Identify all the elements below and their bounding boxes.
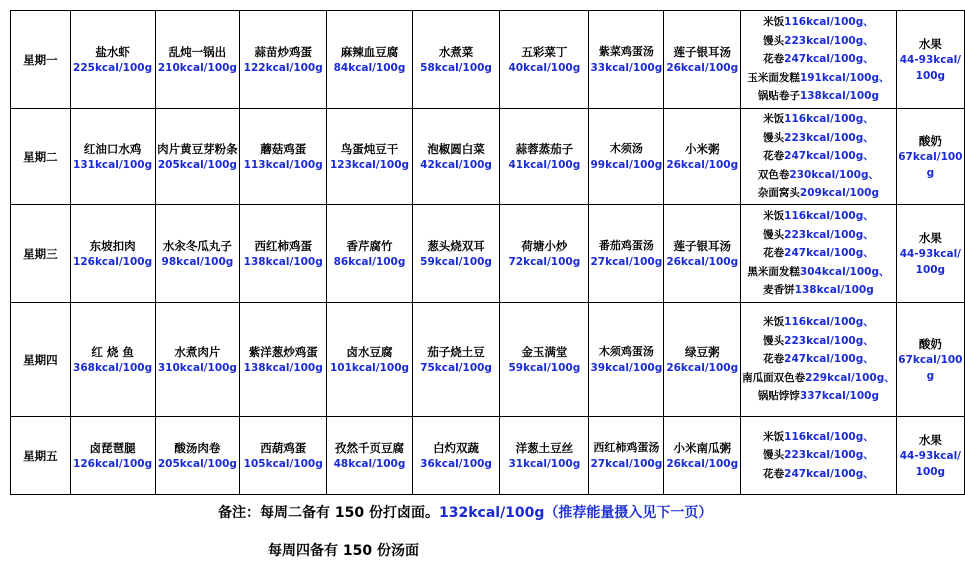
- dish-name: 泡椒圆白菜: [427, 141, 485, 156]
- day-row: [11, 417, 965, 495]
- dish-kcal: 138kcal/100g: [243, 255, 323, 268]
- staple-item: [742, 13, 895, 32]
- dish-cell: [70, 417, 155, 495]
- staple-name: 花卷: [763, 467, 785, 480]
- note-line-1: [218, 502, 712, 522]
- dish-name: 荷塘小炒: [521, 238, 568, 253]
- staple-name: 玉米面发糕: [747, 71, 800, 84]
- dish-cell: [664, 109, 741, 205]
- dish-cell: [500, 303, 589, 417]
- staple-name: 米饭: [763, 316, 785, 329]
- dish-kcal: 105kcal/100g: [243, 457, 323, 470]
- dish-kcal: 113kcal/100g: [243, 158, 323, 171]
- day-row: [11, 205, 965, 303]
- dish-name: 莲子银耳汤: [673, 238, 731, 253]
- staple-item: [742, 369, 895, 388]
- staple-kcal: 337kcal/100g: [799, 390, 879, 403]
- extra-cell: [896, 109, 964, 205]
- staple-name: 米饭: [763, 16, 785, 29]
- staple-name: 馒头: [763, 131, 785, 144]
- extra-kcal: 67kcal/100g: [898, 353, 963, 382]
- dish-cell: [412, 109, 499, 205]
- dish-cell: [240, 303, 327, 417]
- dish-name: 蒜蓉蒸茄子: [515, 141, 574, 156]
- day-label: 星期五: [11, 417, 71, 495]
- staple-kcal: 116kcal/100g、: [784, 210, 874, 223]
- staple-item: [742, 50, 895, 69]
- extra-name: 酸奶: [918, 133, 942, 148]
- staple-kcal: 247kcal/100g、: [784, 150, 874, 163]
- dish-cell: [70, 303, 155, 417]
- dish-name: 葱头烧双耳: [427, 238, 485, 253]
- staple-cell: [741, 205, 897, 303]
- staple-item: [742, 110, 895, 129]
- dish-name: 卤水豆腐: [346, 344, 393, 359]
- staple-kcal: 116kcal/100g、: [784, 113, 874, 126]
- dish-name: 水汆冬瓜丸子: [162, 238, 232, 253]
- staple-name: 锅贴卷子: [757, 90, 800, 103]
- dish-kcal: 86kcal/100g: [333, 255, 406, 268]
- dish-name: 白灼双蔬: [433, 440, 480, 455]
- dish-cell: [412, 303, 499, 417]
- dish-cell: [664, 417, 741, 495]
- staple-item: [742, 226, 895, 245]
- staple-item: [742, 32, 895, 51]
- dish-kcal: 310kcal/100g: [157, 361, 237, 374]
- dish-name: 莲子银耳汤: [673, 44, 731, 59]
- dish-kcal: 41kcal/100g: [508, 158, 581, 171]
- dish-kcal: 75kcal/100g: [420, 361, 492, 374]
- staple-kcal: 223kcal/100g、: [784, 228, 874, 241]
- dish-cell: [155, 109, 240, 205]
- dish-cell: [155, 303, 240, 417]
- staple-kcal: 209kcal/100g: [799, 187, 879, 200]
- dish-cell: [589, 417, 664, 495]
- dish-cell: [70, 11, 155, 109]
- dish-cell: [327, 109, 413, 205]
- staple-name: 南瓜面双色卷: [742, 371, 806, 384]
- staple-cell: [741, 109, 897, 205]
- dish-name: 洋葱土豆丝: [515, 440, 574, 455]
- weekly-menu-table: [10, 10, 965, 495]
- staple-name: 双色卷: [757, 168, 790, 181]
- day-row: [11, 109, 965, 205]
- dish-name: 绿豆粥: [684, 344, 720, 359]
- dish-name: 香芹腐竹: [346, 238, 393, 253]
- dish-kcal: 126kcal/100g: [73, 255, 153, 268]
- dish-cell: [155, 11, 240, 109]
- staple-name: 花卷: [763, 150, 785, 163]
- dish-name: 卤琵琶腿: [89, 440, 136, 455]
- staple-item: [742, 281, 895, 300]
- dish-kcal: 27kcal/100g: [590, 255, 663, 268]
- dish-kcal: 123kcal/100g: [329, 158, 410, 171]
- dish-cell: [240, 11, 327, 109]
- staple-item: [742, 166, 895, 185]
- dish-kcal: 131kcal/100g: [73, 158, 153, 171]
- dish-kcal: 26kcal/100g: [666, 457, 739, 470]
- staple-kcal: 247kcal/100g、: [784, 353, 874, 366]
- staple-name: 馒头: [763, 334, 785, 347]
- day-row: [11, 11, 965, 109]
- dish-kcal: 58kcal/100g: [420, 61, 492, 74]
- dish-cell: [589, 11, 664, 109]
- staple-item: [742, 69, 895, 88]
- staple-cell: [741, 11, 897, 109]
- dish-kcal: 33kcal/100g: [590, 61, 663, 74]
- dish-kcal: 48kcal/100g: [333, 457, 406, 470]
- dish-kcal: 31kcal/100g: [508, 457, 581, 470]
- dish-cell: [155, 205, 240, 303]
- dish-kcal: 99kcal/100g: [590, 158, 663, 171]
- staple-item: [742, 428, 895, 447]
- dish-kcal: 101kcal/100g: [329, 361, 410, 374]
- dish-name: 西红柿鸡蛋汤: [593, 440, 660, 454]
- staple-cell: [741, 303, 897, 417]
- extra-name: 水果: [918, 230, 942, 245]
- staple-item: [742, 332, 895, 351]
- dish-name: 酸汤肉卷: [174, 440, 221, 455]
- staple-kcal: 304kcal/100g、: [799, 265, 890, 278]
- dish-kcal: 205kcal/100g: [157, 457, 237, 470]
- staple-kcal: 223kcal/100g、: [784, 449, 874, 462]
- staple-item: [742, 147, 895, 166]
- dish-name: 西红柿鸡蛋: [254, 238, 312, 253]
- dish-name: 肉片黄豆芽粉条: [157, 141, 238, 156]
- dish-cell: [70, 109, 155, 205]
- dish-cell: [240, 109, 327, 205]
- note-1-kcal: 132kcal/100g（推荐能量摄入见下一页）: [438, 505, 713, 521]
- dish-cell: [664, 303, 741, 417]
- staple-kcal: 138kcal/100g: [794, 284, 874, 297]
- staple-name: 黑米面发糕: [747, 265, 800, 278]
- staple-kcal: 223kcal/100g、: [784, 131, 874, 144]
- dish-name: 小米南瓜粥: [673, 440, 731, 455]
- day-row: [11, 303, 965, 417]
- dish-kcal: 40kcal/100g: [508, 61, 581, 74]
- dish-name: 金玉满堂: [521, 344, 568, 359]
- dish-name: 红油口水鸡: [83, 141, 142, 156]
- extra-cell: [896, 303, 964, 417]
- dish-cell: [70, 205, 155, 303]
- extra-cell: [896, 205, 964, 303]
- staple-item: [742, 313, 895, 332]
- dish-kcal: 26kcal/100g: [666, 158, 739, 171]
- staple-item: [742, 129, 895, 148]
- dish-kcal: 138kcal/100g: [243, 361, 323, 374]
- staple-kcal: 247kcal/100g、: [784, 467, 874, 480]
- dish-kcal: 210kcal/100g: [157, 61, 237, 74]
- dish-cell: [327, 303, 413, 417]
- staple-item: [742, 244, 895, 263]
- dish-kcal: 27kcal/100g: [590, 457, 663, 470]
- staple-name: 锅贴饽饽: [757, 390, 800, 403]
- dish-cell: [664, 205, 741, 303]
- staple-name: 米饭: [763, 210, 785, 223]
- staple-cell: [741, 417, 897, 495]
- dish-kcal: 98kcal/100g: [161, 255, 234, 268]
- dish-name: 木须汤: [609, 141, 643, 155]
- extra-name: 水果: [918, 36, 942, 51]
- staple-kcal: 230kcal/100g、: [789, 168, 879, 181]
- dish-name: 乱炖一锅出: [168, 44, 227, 59]
- dish-cell: [589, 205, 664, 303]
- dish-cell: [589, 303, 664, 417]
- extra-kcal: 44-93kcal/100g: [899, 449, 962, 478]
- staple-name: 馒头: [763, 34, 785, 47]
- dish-cell: [412, 11, 499, 109]
- dish-kcal: 26kcal/100g: [666, 361, 739, 374]
- dish-kcal: 72kcal/100g: [508, 255, 581, 268]
- staple-kcal: 116kcal/100g、: [784, 16, 874, 29]
- dish-cell: [500, 417, 589, 495]
- dish-cell: [500, 205, 589, 303]
- dish-kcal: 59kcal/100g: [420, 255, 492, 268]
- staple-kcal: 247kcal/100g、: [784, 53, 874, 66]
- dish-cell: [412, 417, 499, 495]
- staple-kcal: 116kcal/100g、: [784, 316, 874, 329]
- staple-item: [742, 446, 895, 465]
- day-label: 星期三: [11, 205, 71, 303]
- dish-name: 盐水虾: [95, 44, 130, 59]
- dish-name: 蒜苗炒鸡蛋: [254, 44, 312, 59]
- extra-kcal: 44-93kcal/100g: [899, 53, 962, 82]
- staple-item: [742, 387, 895, 406]
- dish-kcal: 36kcal/100g: [420, 457, 492, 470]
- dish-kcal: 122kcal/100g: [243, 61, 323, 74]
- staple-name: 米饭: [763, 113, 785, 126]
- day-label: 星期一: [11, 11, 71, 109]
- extra-name: 酸奶: [918, 336, 942, 351]
- staple-name: 馒头: [763, 228, 785, 241]
- dish-kcal: 225kcal/100g: [73, 61, 153, 74]
- dish-cell: [240, 205, 327, 303]
- staple-name: 麦香饼: [763, 284, 795, 297]
- dish-cell: [412, 205, 499, 303]
- staple-item: [742, 465, 895, 484]
- staple-item: [742, 87, 895, 106]
- dish-name: 东坡扣肉: [89, 238, 136, 253]
- dish-name: 水煮肉片: [174, 344, 221, 359]
- staple-kcal: 191kcal/100g、: [799, 71, 890, 84]
- dish-name: 水煮菜: [438, 44, 474, 59]
- dish-name: 小米粥: [684, 141, 720, 156]
- dish-name: 番茄鸡蛋汤: [598, 238, 654, 252]
- staple-name: 花卷: [763, 247, 785, 260]
- dish-kcal: 368kcal/100g: [73, 361, 153, 374]
- dish-name: 紫洋葱炒鸡蛋: [248, 344, 318, 359]
- menu-body: [11, 11, 965, 495]
- extra-name: 水果: [918, 432, 942, 447]
- dish-kcal: 26kcal/100g: [666, 61, 739, 74]
- staple-name: 花卷: [763, 353, 785, 366]
- dish-cell: [327, 205, 413, 303]
- dish-kcal: 42kcal/100g: [420, 158, 492, 171]
- dish-name: 茄子烧土豆: [427, 344, 485, 359]
- dish-cell: [327, 11, 413, 109]
- extra-kcal: 67kcal/100g: [898, 150, 963, 179]
- dish-name: 紫菜鸡蛋汤: [598, 44, 654, 58]
- staple-item: [742, 184, 895, 203]
- dish-kcal: 26kcal/100g: [666, 255, 739, 268]
- staple-kcal: 223kcal/100g、: [784, 334, 874, 347]
- staple-item: [742, 350, 895, 369]
- dish-cell: [240, 417, 327, 495]
- day-label: 星期二: [11, 109, 71, 205]
- dish-cell: [664, 11, 741, 109]
- staple-name: 杂面窝头: [757, 187, 800, 200]
- staple-kcal: 116kcal/100g、: [784, 430, 874, 443]
- dish-name: 五彩菜丁: [521, 44, 568, 59]
- staple-kcal: 223kcal/100g、: [784, 34, 874, 47]
- day-label: 星期四: [11, 303, 71, 417]
- extra-cell: [896, 11, 964, 109]
- staple-kcal: 247kcal/100g、: [784, 247, 874, 260]
- dish-kcal: 126kcal/100g: [73, 457, 153, 470]
- dish-name: 红 烧 鱼: [91, 344, 134, 359]
- dish-kcal: 59kcal/100g: [508, 361, 581, 374]
- dish-name: 蘑菇鸡蛋: [260, 141, 307, 156]
- staple-name: 馒头: [763, 449, 785, 462]
- dish-cell: [327, 417, 413, 495]
- dish-kcal: 84kcal/100g: [333, 61, 406, 74]
- note-line-2: 每周四备有 150 份汤面: [268, 543, 419, 559]
- extra-kcal: 44-93kcal/100g: [899, 247, 962, 276]
- extra-cell: [896, 417, 964, 495]
- dish-name: 麻辣血豆腐: [340, 44, 399, 59]
- dish-name: 西葫鸡蛋: [260, 440, 307, 455]
- staple-name: 花卷: [763, 53, 785, 66]
- dish-cell: [500, 109, 589, 205]
- staple-item: [742, 263, 895, 282]
- dish-kcal: 205kcal/100g: [157, 158, 237, 171]
- dish-kcal: 39kcal/100g: [590, 361, 663, 374]
- dish-name: 木须鸡蛋汤: [598, 344, 654, 358]
- note-1-text: 备注：每周二备有 150 份打卤面。: [218, 505, 439, 521]
- staple-kcal: 229kcal/100g、: [805, 371, 895, 384]
- dish-name: 鸟蛋炖豆干: [340, 141, 399, 156]
- dish-cell: [589, 109, 664, 205]
- dish-name: 孜然千页豆腐: [334, 440, 404, 455]
- dish-cell: [155, 417, 240, 495]
- dish-cell: [500, 11, 589, 109]
- staple-kcal: 138kcal/100g: [799, 90, 879, 103]
- staple-name: 米饭: [763, 430, 785, 443]
- staple-item: [742, 207, 895, 226]
